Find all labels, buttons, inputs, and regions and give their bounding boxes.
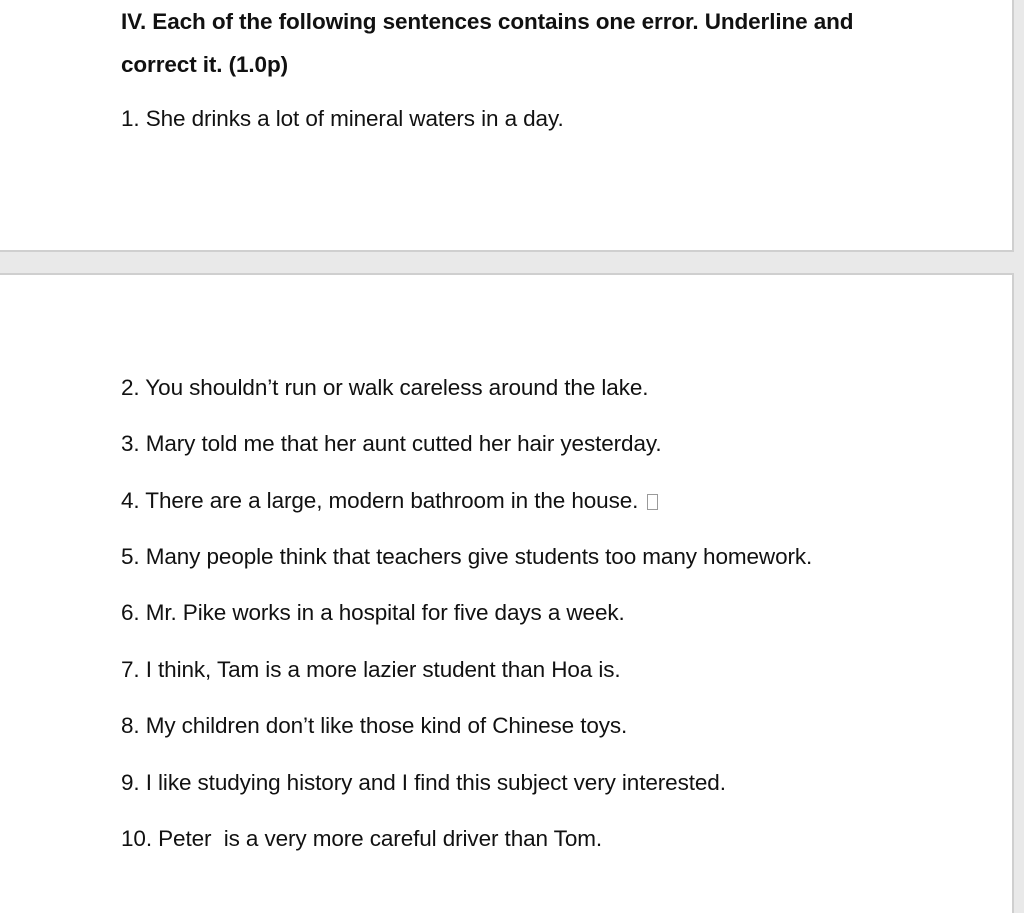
sentence-3: 3. Mary told me that her aunt cutted her hair yesterday. (121, 431, 662, 456)
sentence-10: 10. Peter is a very more careful driver than Tom. (121, 826, 603, 851)
document-page-2 (0, 273, 1014, 913)
sentence-6: 6. Mr. Pike works in a hospital for five days a week. (121, 600, 625, 625)
sentence-7: 7. I think, Tam is a more lazier student than Hoa is. (121, 657, 621, 682)
sentence-1: 1. She drinks a lot of mineral waters in a day. (121, 106, 564, 131)
missing-glyph-icon (647, 494, 658, 510)
sentence-4: 4. There are a large, modern bathroom in the house. (121, 488, 639, 513)
sentence-8: 8. My children don’t like those kind of Chinese toys. (121, 713, 628, 738)
exercise-heading: IV. Each of the following sentences contains one error. Underline and correct it. (1.0p) (121, 9, 854, 77)
sentence-5: 5. Many people think that teachers give students too many homework. (121, 544, 813, 569)
sentence-9: 9. I like studying history and I find this subject very interested. (121, 770, 726, 795)
sentence-4-row (121, 487, 658, 515)
sentence-2: 2. You shouldn’t run or walk careless around the lake. (121, 375, 649, 400)
document-page-1 (0, 0, 1014, 252)
